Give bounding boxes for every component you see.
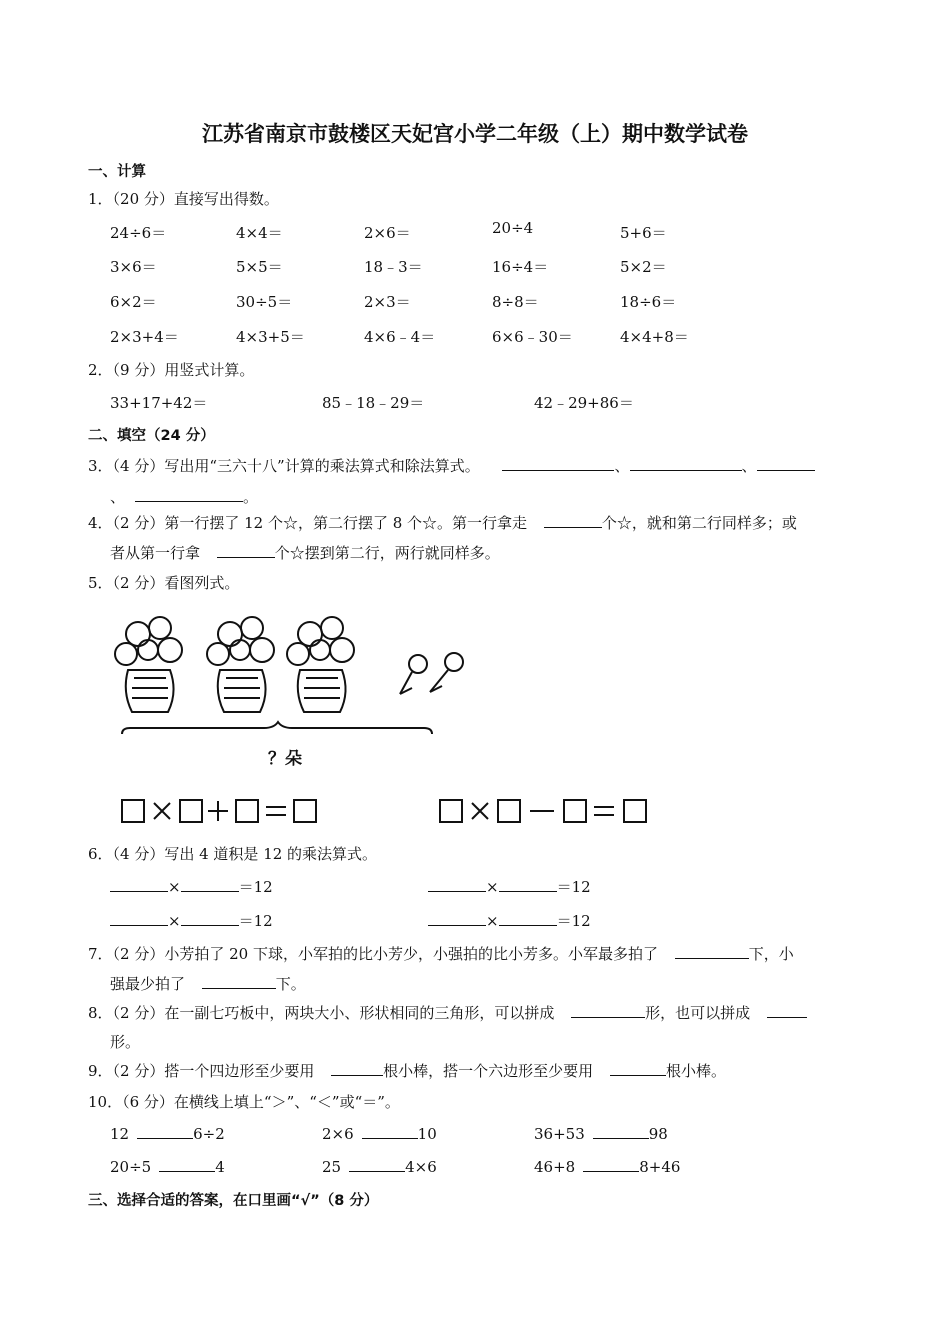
q10-right: 98 — [648, 1125, 668, 1143]
q1-item: 4×4＝ — [236, 224, 283, 242]
q7-text: 7．（2 分）小芳拍了 20 下球，小军拍的比小芳少，小强拍的比小芳多。小军最多拍了 — [88, 945, 658, 963]
q9-text: 根小棒，搭一个六边形至少要用 — [383, 1062, 594, 1080]
q4-line-1 — [88, 512, 797, 533]
q1-item: 2×3+4＝ — [110, 328, 179, 346]
q4-text: 者从第一行拿 — [110, 544, 201, 562]
q1-item: 4×3+5＝ — [236, 328, 305, 346]
q6-answer-blank[interactable] — [110, 877, 168, 892]
q1-item: 5+6＝ — [620, 224, 667, 242]
section-3-heading: 三、选择合适的答案，在口里画“√”（8 分） — [88, 1193, 379, 1209]
flower-pot-icon — [115, 617, 182, 712]
q1-label: 1．（20 分）直接写出得数。 — [88, 190, 279, 208]
q4-answer-blank[interactable] — [544, 513, 602, 528]
flower-pots-illustration — [108, 612, 488, 836]
q1-item: 8÷8＝ — [492, 293, 539, 311]
q3-answer-blank[interactable] — [135, 487, 243, 502]
q6-result: ＝12 — [556, 878, 591, 896]
q1-item: 6×2＝ — [110, 293, 157, 311]
q3-answer-blank[interactable] — [757, 456, 815, 471]
q4-text: 4．（2 分）第一行摆了 12 个☆，第二行摆了 8 个☆。第一行拿走 — [88, 514, 528, 532]
q7-text: 下。 — [275, 975, 306, 993]
q3-line-2 — [110, 486, 258, 507]
q3-answer-blank[interactable] — [630, 456, 742, 471]
q4-answer-blank[interactable] — [217, 543, 275, 558]
q1-item: 18÷6＝ — [620, 293, 677, 311]
q1-item: 4×4+8＝ — [620, 328, 689, 346]
q10-left: 12 — [110, 1125, 130, 1143]
q1-item: 2×6＝ — [364, 224, 411, 242]
q10-answer-blank[interactable] — [362, 1124, 418, 1139]
q6-answer-blank[interactable] — [110, 911, 168, 926]
q7-line-2 — [110, 973, 306, 994]
q6-result: ＝12 — [556, 912, 591, 930]
q1-item: 5×5＝ — [236, 258, 283, 276]
q10-compare — [322, 1157, 437, 1176]
q3-separator: 、 — [110, 488, 126, 506]
q3-line — [88, 455, 815, 476]
q5-label: 5．（2 分）看图列式。 — [88, 574, 240, 592]
q4-text: 个☆，就和第二行同样多；或 — [601, 514, 797, 532]
q3-answer-blank[interactable] — [502, 456, 614, 471]
q8-text: 8．（2 分）在一副七巧板中，两块大小、形状相同的三角形，可以拼成 — [88, 1004, 555, 1022]
loose-flowers-icon — [400, 653, 463, 694]
q10-compare — [110, 1124, 225, 1143]
times-sign: × — [168, 878, 181, 896]
q2-item: 85﹣18﹣29＝ — [322, 394, 425, 412]
q1-item: 6×6﹣30＝ — [492, 328, 573, 346]
section-1-heading: 一、计算 — [88, 164, 146, 180]
brace-label: ？朵 — [268, 749, 302, 769]
q1-item: 20÷4 — [492, 219, 534, 237]
q1-item: 4×6﹣4＝ — [364, 328, 436, 346]
q6-equation — [428, 876, 591, 897]
q10-compare — [322, 1124, 437, 1143]
equation-template-1 — [122, 800, 316, 822]
q2-item: 33+17+42＝ — [110, 394, 208, 412]
q4-text: 个☆摆到第二行，两行就同样多。 — [274, 544, 500, 562]
q7-answer-blank[interactable] — [202, 974, 276, 989]
q8-line-2: 形。 — [110, 1033, 141, 1051]
q10-answer-blank[interactable] — [159, 1157, 215, 1172]
q10-compare — [534, 1157, 680, 1176]
q9-line — [88, 1060, 726, 1081]
times-sign: × — [168, 912, 181, 930]
q6-answer-blank[interactable] — [428, 911, 486, 926]
q6-answer-blank[interactable] — [499, 877, 557, 892]
q10-left: 20÷5 — [110, 1158, 152, 1176]
q1-item: 5×2＝ — [620, 258, 667, 276]
times-sign: × — [486, 912, 499, 930]
q9-answer-blank[interactable] — [610, 1061, 666, 1076]
q1-item: 24÷6＝ — [110, 224, 167, 242]
q8-answer-blank[interactable] — [767, 1003, 807, 1018]
q6-label: 6．（4 分）写出 4 道积是 12 的乘法算式。 — [88, 845, 378, 863]
q8-answer-blank[interactable] — [571, 1003, 645, 1018]
q10-right: 4×6 — [405, 1158, 437, 1176]
q3-separator: 、 — [614, 457, 630, 475]
q10-answer-blank[interactable] — [137, 1124, 193, 1139]
q6-answer-blank[interactable] — [499, 911, 557, 926]
q7-answer-blank[interactable] — [675, 944, 749, 959]
q3-label: 3．（4 分）写出用“三六十八”计算的乘法算式和除法算式。 — [88, 457, 480, 475]
q10-left: 46+8 — [534, 1158, 576, 1176]
q10-answer-blank[interactable] — [593, 1124, 649, 1139]
flower-pot-icon — [287, 617, 354, 712]
q9-text: 9．（2 分）搭一个四边形至少要用 — [88, 1062, 315, 1080]
q10-compare — [110, 1157, 225, 1176]
q1-item: 3×6＝ — [110, 258, 157, 276]
grouping-brace — [122, 722, 432, 734]
q7-text: 下，小 — [748, 945, 794, 963]
q10-left: 25 — [322, 1158, 342, 1176]
q4-line-2 — [110, 542, 500, 563]
equation-template-2 — [436, 796, 662, 836]
q10-answer-blank[interactable] — [583, 1157, 639, 1172]
q6-equation — [428, 910, 591, 931]
q10-answer-blank[interactable] — [349, 1157, 405, 1172]
q6-equation — [110, 910, 273, 931]
q6-result: ＝12 — [238, 878, 273, 896]
q6-answer-blank[interactable] — [181, 911, 239, 926]
q2-item: 42﹣29+86＝ — [534, 394, 634, 412]
q6-answer-blank[interactable] — [428, 877, 486, 892]
q8-text: 形，也可以拼成 — [645, 1004, 751, 1022]
q6-answer-blank[interactable] — [181, 877, 239, 892]
times-sign: × — [486, 878, 499, 896]
q10-left: 2×6 — [322, 1125, 354, 1143]
q7-text: 强最少拍了 — [110, 975, 186, 993]
q1-item: 30÷5＝ — [236, 293, 293, 311]
q10-right: 6÷2 — [193, 1125, 225, 1143]
section-2-heading: 二、填空（24 分） — [88, 428, 215, 444]
q7-line-1 — [88, 943, 794, 964]
q2-label: 2．（9 分）用竖式计算。 — [88, 361, 255, 379]
q1-item: 16÷4＝ — [492, 258, 549, 276]
page-title: 江苏省南京市鼓楼区天妃宫小学二年级（上）期中数学试卷 — [202, 122, 748, 146]
q9-answer-blank[interactable] — [331, 1061, 383, 1076]
q10-right: 4 — [215, 1158, 225, 1176]
q10-left: 36+53 — [534, 1125, 585, 1143]
q10-label: 10．（6 分）在横线上填上“＞”、“＜”或“＝”。 — [88, 1093, 400, 1111]
q10-right: 8+46 — [639, 1158, 681, 1176]
flower-pot-icon — [207, 617, 274, 712]
q6-equation — [110, 876, 273, 897]
q8-line-1 — [88, 1002, 807, 1023]
q10-compare — [534, 1124, 668, 1143]
q3-end: 。 — [243, 488, 259, 506]
q1-item: 18﹣3＝ — [364, 258, 423, 276]
q6-result: ＝12 — [238, 912, 273, 930]
q3-separator: 、 — [741, 457, 757, 475]
q10-right: 10 — [417, 1125, 437, 1143]
q1-item: 2×3＝ — [364, 293, 411, 311]
q9-text: 根小棒。 — [665, 1062, 726, 1080]
